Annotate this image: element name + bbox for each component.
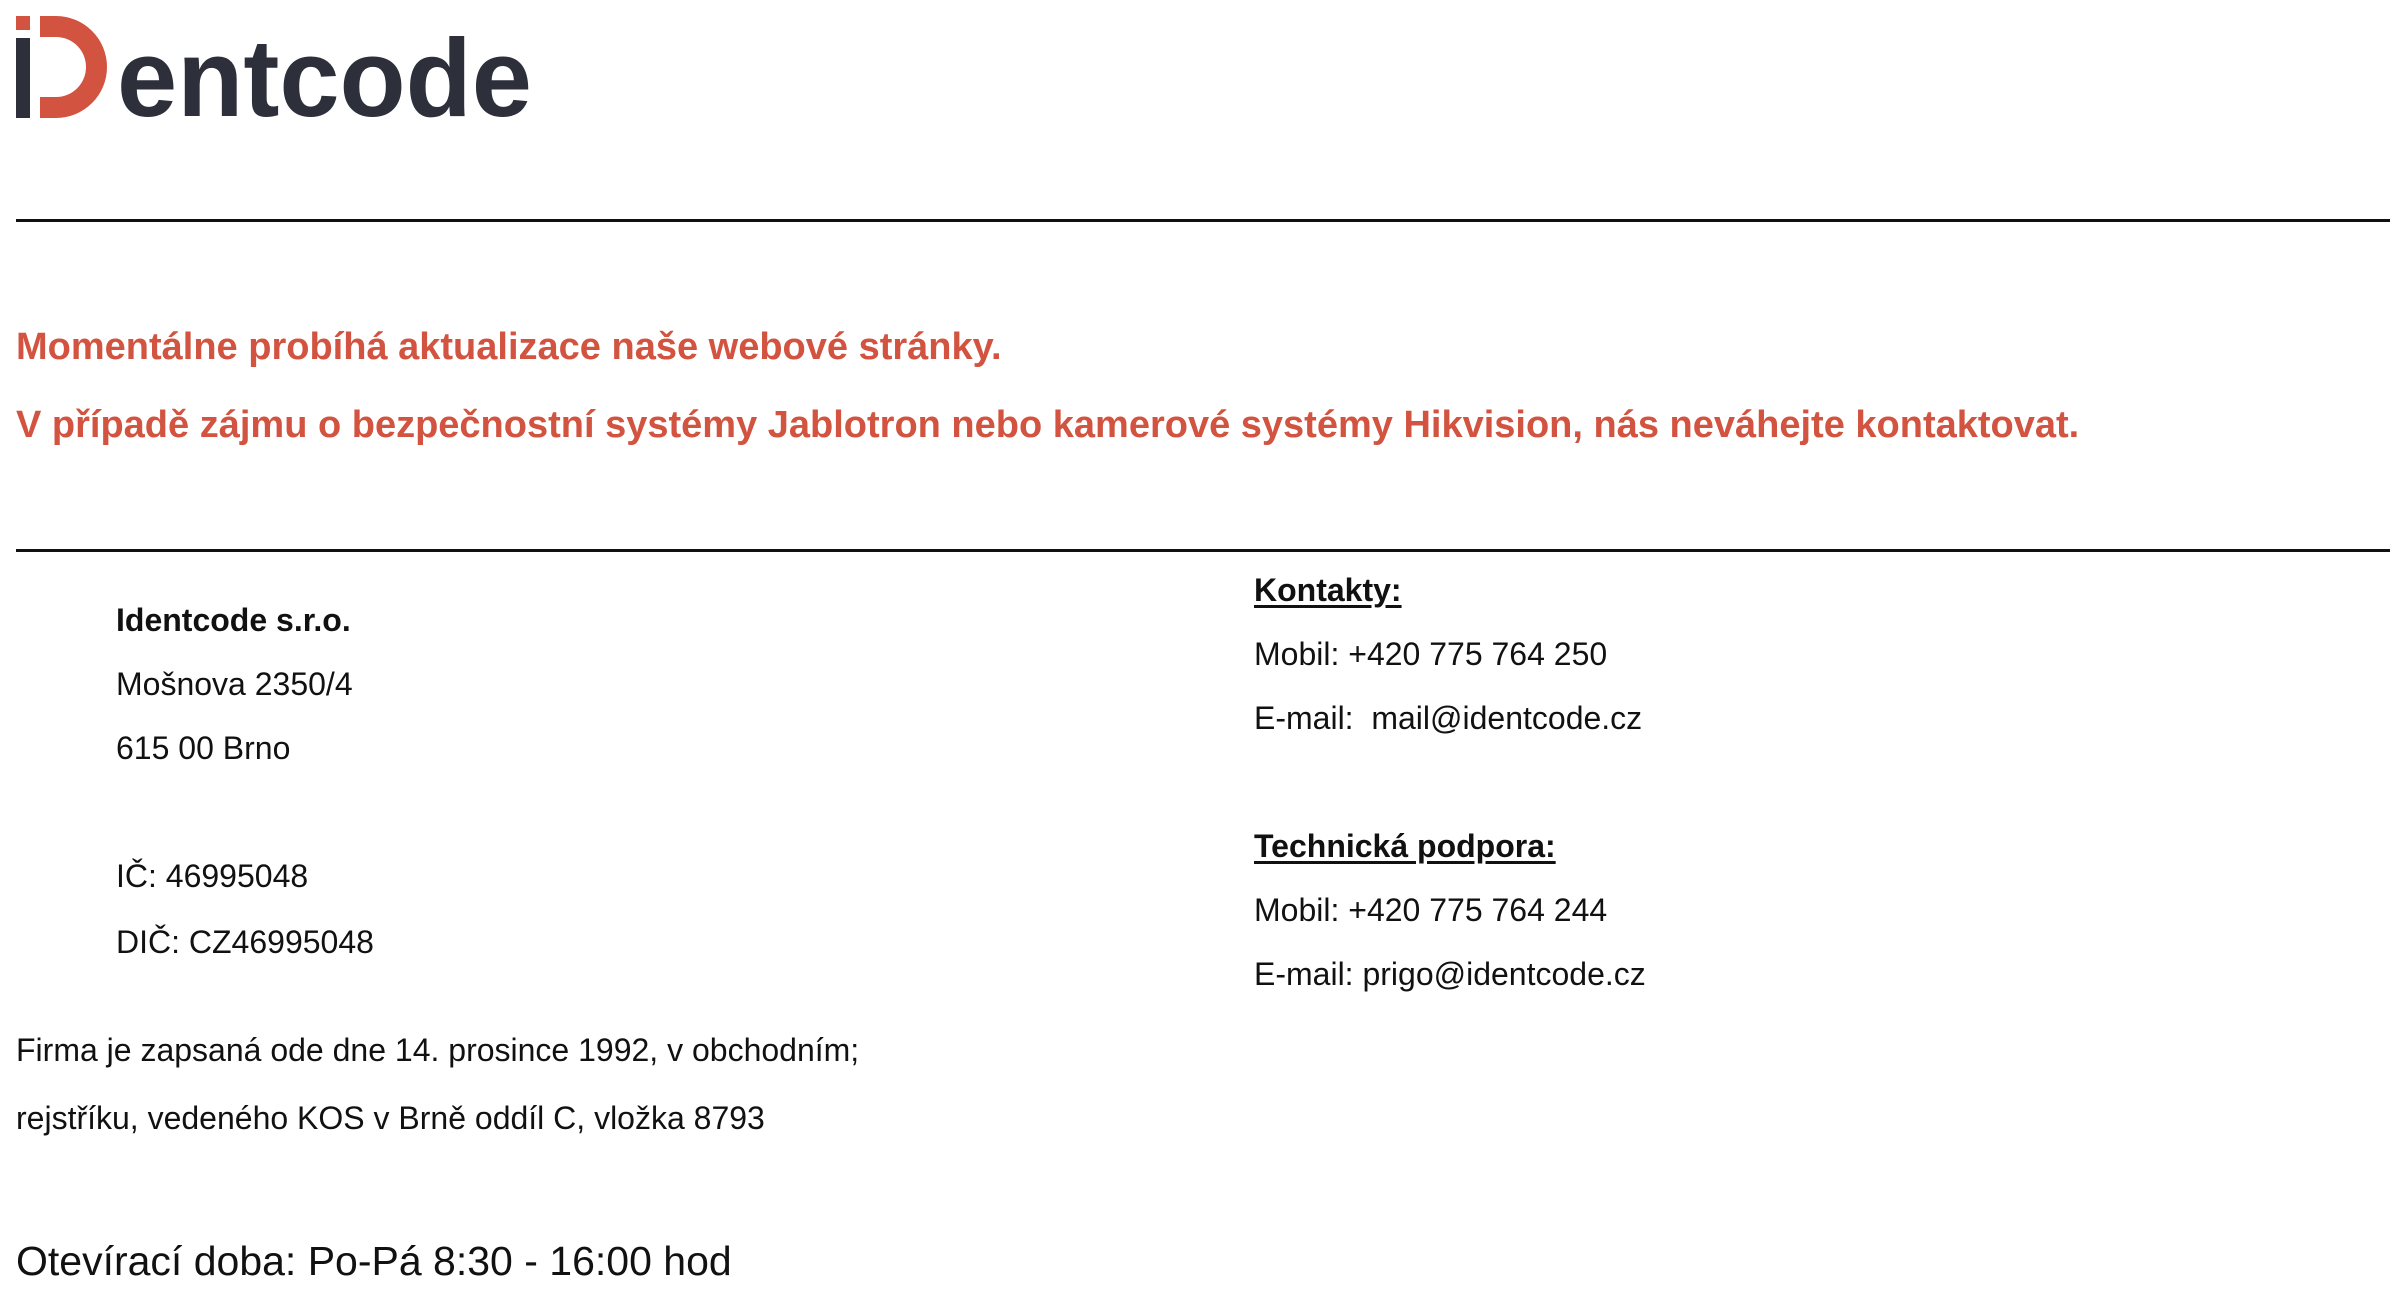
company-dic: DIČ: CZ46995048 bbox=[116, 924, 374, 960]
logo-d-bowl bbox=[40, 16, 107, 118]
divider-bottom bbox=[16, 549, 2390, 552]
support-mobile[interactable]: Mobil: +420 775 764 244 bbox=[1254, 892, 1608, 928]
company-street: Mošnova 2350/4 bbox=[116, 666, 353, 702]
register-line-1: Firma je zapsaná ode dne 14. prosince 1992, v obchodním; bbox=[16, 1032, 860, 1068]
logo-stem bbox=[16, 38, 30, 118]
logo-wordmark: entcode bbox=[117, 17, 532, 124]
contacts-heading: Kontakty: bbox=[1254, 572, 1402, 608]
contacts-email-row bbox=[1254, 698, 1642, 738]
contacts-email-link[interactable]: mail@identcode.cz bbox=[1371, 700, 1643, 736]
identcode-logo[interactable] bbox=[14, 14, 534, 124]
contacts-mobile[interactable]: Mobil: +420 775 764 250 bbox=[1254, 636, 1608, 672]
notice-update: Momentálne probíhá aktualizace naše webové stránky. bbox=[16, 326, 1002, 368]
logo-graphic bbox=[14, 14, 534, 124]
support-email-link[interactable]: prigo@identcode.cz bbox=[1362, 956, 1646, 992]
company-name: Identcode s.r.o. bbox=[116, 602, 351, 638]
register-line-2: rejstříku, vedeného KOS v Brně oddíl C, vložka 8793 bbox=[16, 1100, 765, 1136]
company-city: 615 00 Brno bbox=[116, 730, 291, 766]
company-ico: IČ: 46995048 bbox=[116, 858, 309, 894]
logo-dot bbox=[16, 16, 30, 30]
support-email-row bbox=[1254, 954, 1646, 994]
support-email-label: E-mail: bbox=[1254, 956, 1354, 992]
divider-top bbox=[16, 219, 2390, 222]
contacts-email-label: E-mail: bbox=[1254, 700, 1354, 736]
opening-hours: Otevírací doba: Po-Pá 8:30 - 16:00 hod bbox=[16, 1238, 732, 1284]
notice-contact: V případě zájmu o bezpečnostní systémy Jablotron nebo kamerové systémy Hikvision, nás neváhejte kontaktovat. bbox=[16, 404, 2080, 446]
support-heading: Technická podpora: bbox=[1254, 828, 1556, 864]
